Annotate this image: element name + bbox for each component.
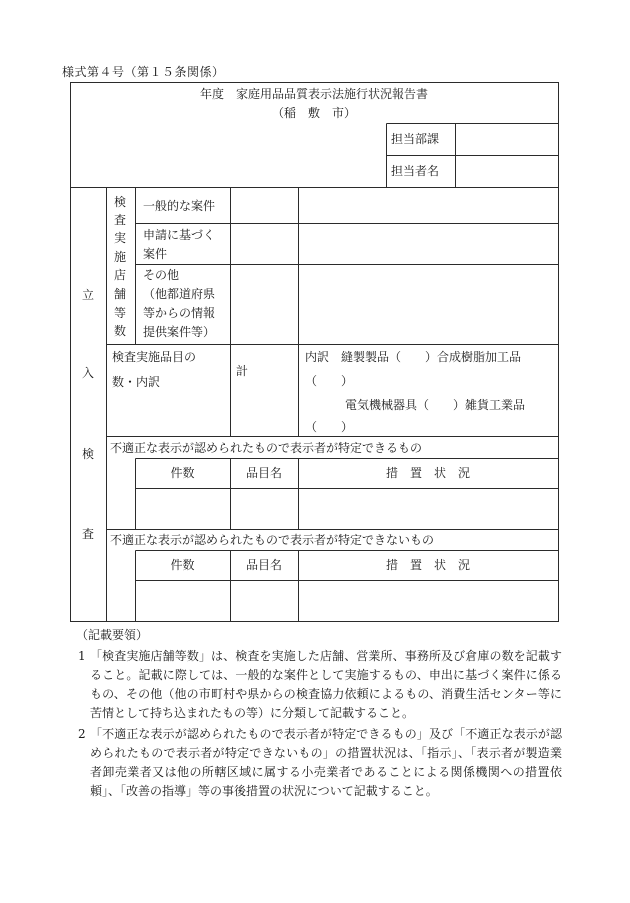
store-count-char-3: 実 <box>114 231 127 245</box>
store-count-char-4: 施 <box>114 250 127 264</box>
row-other-label-4: 提供案件等） <box>143 325 216 339</box>
row-other-label-3: 等からの情報 <box>143 306 216 320</box>
notes-title: （記載要領） <box>76 628 149 642</box>
store-count-char-5: 店 <box>114 268 127 282</box>
identifiable-col-item: 品目名 <box>245 466 282 480</box>
unidentifiable-col-item: 品目名 <box>245 558 282 572</box>
items-label-2: 数・内訳 <box>112 375 161 389</box>
section-label-char-3: 検 <box>82 447 95 461</box>
section-label-char-4: 査 <box>82 527 95 541</box>
store-count-char-2: 査 <box>114 213 127 227</box>
person-label: 担当者名 <box>391 164 440 178</box>
identifiable-col-count: 件数 <box>170 466 195 480</box>
row-request-label-1: 申請に基づく <box>143 228 216 242</box>
breakdown-line-4: （ ） <box>305 420 354 434</box>
section-label-char-1: 立 <box>82 288 95 302</box>
breakdown-line-3: 電気機械器具（ ）雑貨工業品 <box>345 398 526 412</box>
store-count-char-6: 舗 <box>114 287 127 301</box>
identifiable-col-measure: 措 置 状 況 <box>385 466 470 480</box>
section-label-char-2: 入 <box>82 366 95 380</box>
store-count-char-7: 等 <box>114 306 127 320</box>
report-title: 年度 家庭用品品質表示法施行状況報告書 <box>199 87 428 101</box>
unidentifiable-heading: 不適正な表示が認められたもので表示者が特定できないもの <box>110 533 435 547</box>
breakdown-line-1: 内訳 縫製製品（ ）合成樹脂加工品 <box>305 350 522 364</box>
row-request-label-2: 案件 <box>143 247 168 261</box>
note-item <box>78 725 562 801</box>
unidentifiable-col-count: 件数 <box>170 558 195 572</box>
writing-instructions <box>78 626 562 801</box>
dept-label: 担当部課 <box>391 132 440 146</box>
breakdown-line-2: （ ） <box>305 374 354 388</box>
row-general-label: 一般的な案件 <box>143 199 216 213</box>
unidentifiable-col-measure: 措 置 状 況 <box>385 558 470 572</box>
total-label: 計 <box>236 364 249 378</box>
note-text: 「不適正な表示が認められたもので表示者が特定できるもの」及び「不適正な表示が認められたもので表示者が特定できないもの」の措置状況は、「指示」、「表示者が製造業者卸売業者又は他の所轄区域に属する小売業者であることによる関係機関への措置依頼」、「改善の指導」等の事後措置の状況について記載すること。 <box>90 727 562 798</box>
form-number-header: 様式第４号（第１５条関係） <box>62 65 225 79</box>
identifiable-heading: 不適正な表示が認められたもので表示者が特定できるもの <box>110 441 423 455</box>
note-number: 2 <box>78 727 86 741</box>
row-other-label-1: その他 <box>143 268 180 282</box>
note-number: 1 <box>78 649 86 663</box>
row-other-label-2: （他都道府県 <box>143 287 216 301</box>
store-count-char-1: 検 <box>114 195 127 209</box>
report-city: （稲 敷 市） <box>271 106 356 120</box>
store-count-char-8: 数 <box>114 324 127 338</box>
note-item <box>78 647 562 723</box>
note-text: 「検査実施店舗等数」は、検査を実施した店舗、営業所、事務所及び倉庫の数を記載すること。記載に際しては、一般的な案件として実施するもの、申出に基づく案件に係るもの、その他（他の市町村や県からの検査協力依頼によるもの、消費生活センター等に苦情として持ち込まれたもの等）に分類して記載すること。 <box>90 649 562 720</box>
items-label-1: 検査実施品目の <box>112 350 197 364</box>
